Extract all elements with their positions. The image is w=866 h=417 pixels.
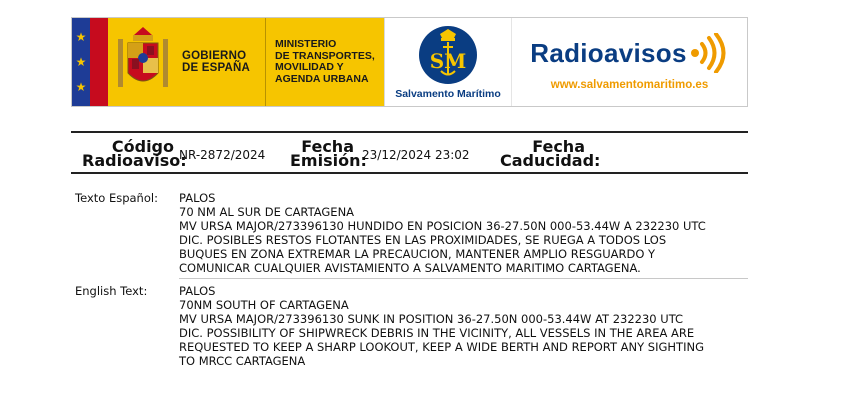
ministerio-line: MOVILIDAD Y [275,61,344,73]
salvamento-monogram: SM [429,49,467,73]
english-line: REQUESTED TO KEEP A SHARP LOOKOUT, KEEP A WIDE BERTH AND REPORT ANY SIGHTING [179,340,704,354]
spanish-line: PALOS [179,191,216,205]
caducidad-label-line: Fecha [532,137,585,156]
emision-label-line: Fecha [301,137,354,156]
codigo-label-line: Radioaviso: [82,151,187,170]
header-top-rule [71,131,748,133]
ministerio-logo [266,18,385,106]
spanish-body [179,191,706,275]
ministerio-text [266,39,375,85]
spanish-line: MV URSA MAJOR/273396130 HUNDIDO EN POSICION 36-27.50N 000-53.44W A 232230 UTC [179,219,706,233]
salvamento-label: Salvamento Marítimo [395,88,501,100]
salvamento-logo [385,18,512,106]
section-divider [179,278,748,279]
english-line: 70NM SOUTH OF CARTAGENA [179,298,349,312]
emision-label-line: Emisión: [290,151,367,170]
star-icon: ★ [75,30,87,44]
radioavisos-title: Radioavisos [530,37,687,68]
caducidad-label [500,137,601,170]
english-body [179,284,704,368]
spanish-label: Texto Español: [75,191,158,205]
flag-stripe [90,18,108,106]
spanish-line: 70 NM AL SUR DE CARTAGENA [179,205,355,219]
radioavisos-url: www.salvamentomaritimo.es [550,79,709,91]
codigo-label-line: Código [111,137,174,156]
star-icon: ★ [75,55,87,69]
coat-of-arms-icon [114,25,172,99]
gobierno-line: DE ESPAÑA [182,62,251,74]
eu-stars [72,18,90,106]
codigo-label [82,137,187,170]
spanish-line: BUQUES EN ZONA EXTREMAR LA PRECAUCION, MANTENER AMPLIO RESGUARDO Y [179,247,656,261]
english-label: English Text: [75,284,148,298]
radio-waves-icon [689,33,729,73]
header-banner [71,17,748,107]
emision-label [290,137,367,170]
spanish-line: DIC. POSIBLES RESTOS FLOTANTES EN LAS PROXIMIDADES, SE RUEGA A TODOS LOS [179,233,667,247]
ministerio-line: AGENDA URBANA [275,72,369,85]
ministerio-line: DE TRANSPORTES, [275,49,375,62]
english-line: MV URSA MAJOR/273396130 SUNK IN POSITION 36-27.50N 000-53.44W AT 232230 UTC [179,312,684,326]
gobierno-logo [72,18,266,106]
star-icon: ★ [75,80,87,94]
english-line: PALOS [179,284,216,298]
gobierno-text [182,50,250,74]
salvamento-emblem-icon [417,24,479,86]
ministerio-line: MINISTERIO [275,38,337,50]
header-bottom-rule [71,172,748,174]
gobierno-line: GOBIERNO [182,50,247,62]
spanish-line: COMUNICAR CUALQUIER AVISTAMIENTO A SALVAMENTO MARITIMO CARTAGENA. [179,261,641,275]
codigo-value: NR-2872/2024 [179,148,266,162]
english-line: TO MRCC CARTAGENA [179,354,306,368]
radioavisos-logo [512,18,747,106]
caducidad-label-line: Caducidad: [500,151,601,170]
english-line: DIC. POSSIBILITY OF SHIPWRECK DEBRIS IN THE VICINITY, ALL VESSELS IN THE AREA ARE [179,326,695,340]
emision-value: 23/12/2024 23:02 [362,148,470,162]
